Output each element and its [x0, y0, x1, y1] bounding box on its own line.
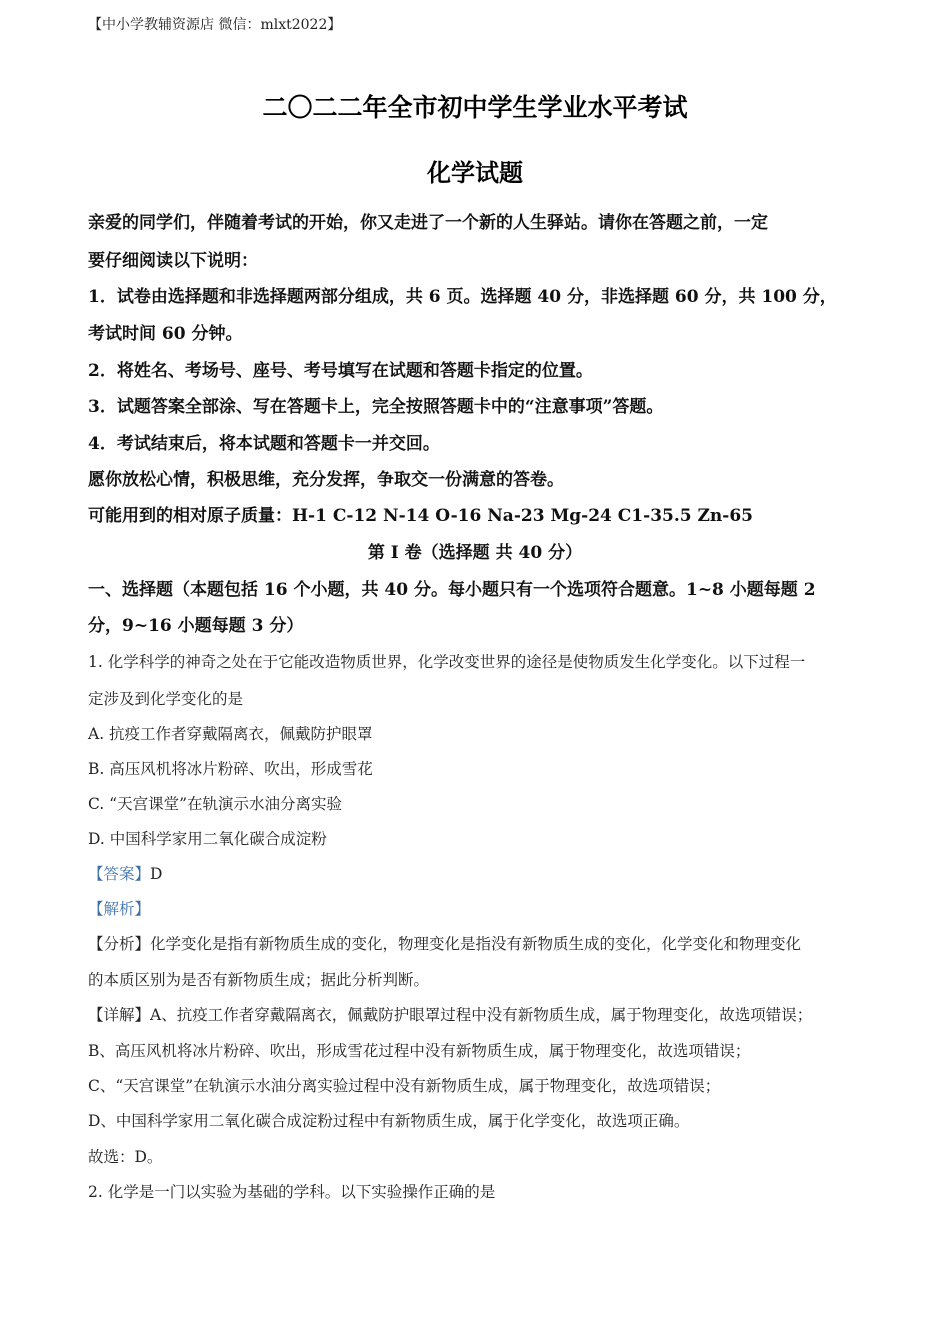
analysis-line: 故选：D。: [88, 1148, 163, 1166]
analysis-line: D、中国科学家用二氧化碳合成淀粉过程中有新物质生成，属于化学变化，故选项正确。: [88, 1112, 690, 1130]
atomic-mass-line: 可能用到的相对原子质量：H-1 C-12 N-14 O-16 Na-23 Mg-24 C1-35.5 Zn-65: [88, 506, 753, 526]
part-heading: 一、选择题（本题包括 16 个小题，共 40 分。每小题只有一个选项符合题意。1~8 小题每题 2: [88, 580, 816, 600]
q1-stem: 1. 化学科学的神奇之处在于它能改造物质世界，化学改变世界的途径是使物质发生化学变化。以下过程一: [88, 653, 806, 671]
analysis-line: 【详解】A、抗疫工作者穿戴隔离衣，佩戴防护眼罩过程中没有新物质生成，属于物理变化，故选项错误；: [88, 1006, 813, 1024]
header-note: 【中小学教辅资源店 微信：mlxt2022】: [88, 17, 342, 33]
instruction-4: 4．考试结束后，将本试题和答题卡一并交回。: [88, 434, 440, 454]
exam-title: 二〇二二年全市初中学生学业水平考试: [262, 93, 688, 122]
encouragement-line: 愿你放松心情，积极思维，充分发挥，争取交一份满意的答卷。: [88, 470, 564, 490]
instruction-2: 2．将姓名、考场号、座号、考号填写在试题和答题卡指定的位置。: [88, 361, 593, 381]
part-heading-cont: 分，9~16 小题每题 3 分）: [88, 616, 304, 636]
instruction-3: 3．试题答案全部涂、写在答题卡上，完全按照答题卡中的“注意事项”答题。: [88, 397, 664, 417]
q1-option-a: A. 抗疫工作者穿戴隔离衣，佩戴防护眼罩: [88, 725, 373, 743]
answer-value: D: [150, 865, 163, 883]
exam-subtitle: 化学试题: [427, 158, 523, 187]
q1-option-b: B. 高压风机将冰片粉碎、吹出，形成雪花: [88, 760, 373, 778]
analysis-line: C、“天宫课堂”在轨演示水油分离实验过程中没有新物质生成，属于物理变化，故选项错误；: [88, 1077, 721, 1095]
q2-stem: 2. 化学是一门以实验为基础的学科。以下实验操作正确的是: [88, 1183, 496, 1201]
section-title: 第 I 卷（选择题 共 40 分）: [367, 543, 583, 563]
q1-option-c: C. “天宫课堂”在轨演示水油分离实验: [88, 795, 343, 813]
q1-stem-cont: 定涉及到化学变化的是: [88, 690, 244, 708]
analysis-line: 【分析】化学变化是指有新物质生成的变化，物理变化是指没有新物质生成的变化，化学变化和物理变化: [88, 935, 802, 953]
q1-option-d: D. 中国科学家用二氧化碳合成淀粉: [88, 830, 327, 848]
instruction-1: 1．试卷由选择题和非选择题两部分组成，共 6 页。选择题 40 分，非选择题 60 分，共 100 分，: [88, 287, 837, 307]
analysis-line: B、高压风机将冰片粉碎、吹出，形成雪花过程中没有新物质生成，属于物理变化，故选项错误；: [88, 1042, 751, 1060]
intro-line: 要仔细阅读以下说明：: [88, 251, 258, 271]
analysis-tag: 【解析】: [88, 900, 151, 918]
intro-line: 亲爱的同学们，伴随着考试的开始，你又走进了一个新的人生驿站。请你在答题之前，一定: [88, 213, 768, 233]
analysis-line: 的本质区别为是否有新物质生成；据此分析判断。: [88, 971, 430, 989]
answer-tag: 【答案】: [88, 865, 151, 883]
q1-answer-line: [88, 862, 878, 884]
instruction-1-cont: 考试时间 60 分钟。: [88, 324, 243, 344]
